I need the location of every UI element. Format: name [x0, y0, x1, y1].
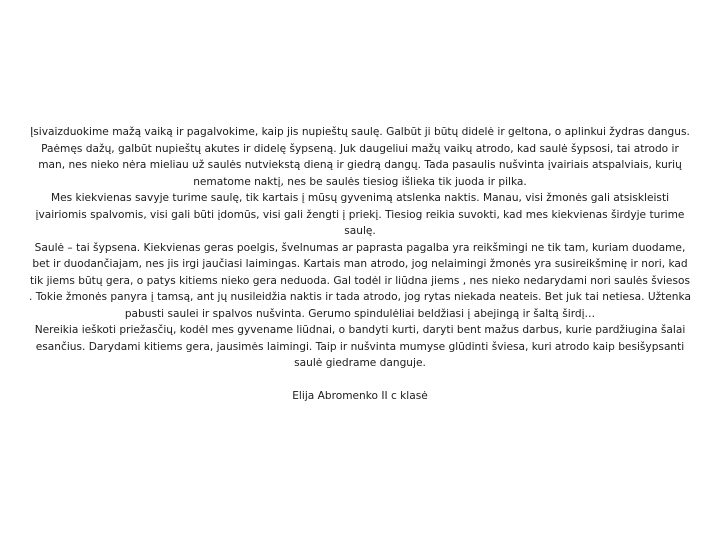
paragraph-3: Saulė – tai šypsena. Kiekvienas geras poelgis, švelnumas ar paprasta pagalba yra reikšmingi ne tik tam, kuriam duodame, bet ir duodančiajam, nes jis irgi jaučiasi laimingas. Kartais man atrodo, jog nelaimingi žmonės yra susireikšminę ir nori, kad tik jiems būtų gera, o patys kitiems nieko gera neduoda. Gal todėl ir liūdna jiems , nes nieko nedarydami nori saulės šviesos . Tokie žmonės panyra į tamsą, ant jų nusileidžia naktis ir tada atrodo, jog rytas niekada neateis. Bet juk tai netiesa. Užtenka pabusti saulei ir spalvos nušvinta. Gerumo spindulėliai beldžiasi į abejingą ir šaltą širdį…: [29, 241, 691, 320]
paragraph-4: Nereikia ieškoti priežasčių, kodėl mes gyvename liūdnai, o bandyti kurti, daryti bent mažus darbus, kurie pardžiugina šalai esančius. Darydami kitiems gera, jausimės laimingi. Taip ir nušvinta mumyse glūdinti šviesa, kuri atrodo kaip besišypsanti saulė giedrame danguje.: [34, 324, 686, 369]
paragraph-1: Įsivaizduokime mažą vaiką ir pagalvokime, kaip jis nupieštų saulę. Galbūt ji būtų didelė ir geltona, o aplinkui žydras dangus. Paėmęs dažų, galbūt nupieštų akutes ir didelę šypseną. Juk daugeliui mažų vaikų atrodo, kad saulė šypsosi, tai atrodo ir man, nes nieko nėra mieliau už saulės nutviekstą dieną ir giedrą dangų. Tada pasaulis nušvinta įvairiais atspalviais, kurių nematome naktį, nes be saulės tiesiog išlieka tik juoda ir pilka.: [30, 126, 690, 188]
paragraph-2: Mes kiekvienas savyje turime saulę, tik kartais į mūsų gyvenimą atslenka naktis. Manau, visi žmonės gali atsiskleisti įvairiomis spalvomis, visi gali būti įdomūs, visi gali žengti į priekį. Tiesiog reikia suvokti, kad mes kiekvienas širdyje turime saulę.: [35, 192, 685, 237]
author-signature: Elija Abromenko II c klasė: [292, 389, 428, 402]
essay-text: [28, 124, 692, 404]
